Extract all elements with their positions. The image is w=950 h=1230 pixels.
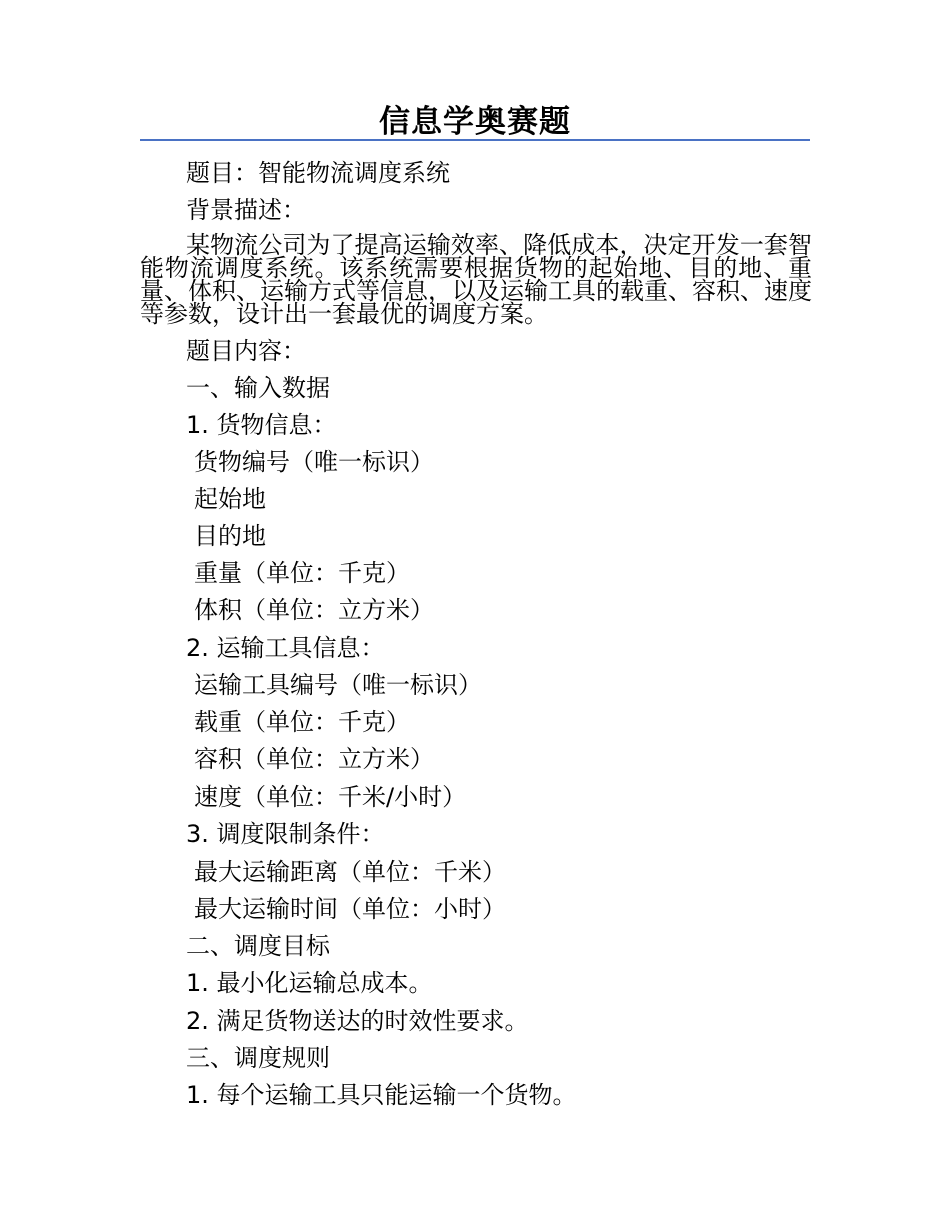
limits-heading: 3. 调度限制条件：	[186, 820, 385, 848]
limits-item: 最大运输时间（单位：小时）	[194, 895, 506, 923]
limits-item: 最大运输距离（单位：千米）	[194, 858, 506, 886]
section-3-heading: 三、调度规则	[186, 1044, 330, 1072]
rule-item: 1. 每个运输工具只能运输一个货物。	[186, 1081, 577, 1109]
topic-line: 题目：智能物流调度系统	[186, 159, 450, 187]
section-1-heading: 一、输入数据	[186, 374, 330, 402]
title-underline	[140, 139, 810, 141]
goods-item: 重量（单位：千克）	[194, 559, 410, 587]
goods-item: 货物编号（唯一标识）	[194, 448, 434, 476]
document-title: 信息学奥赛题	[379, 104, 571, 140]
vehicles-item: 运输工具编号（唯一标识）	[194, 671, 482, 699]
vehicles-heading: 2. 运输工具信息：	[186, 634, 385, 662]
background-heading: 背景描述：	[186, 196, 306, 224]
goal-item: 2. 满足货物送达的时效性要求。	[186, 1007, 529, 1035]
background-paragraph: 某物流公司为了提高运输效率、降低成本，决定开发一套智能物流调度系统。该系统需要根据货物的起始地、目的地、重量、体积、运输方式等信息，以及运输工具的载重、容积、速度等参数，设计出一套最优的调度方案。	[140, 231, 812, 328]
vehicles-item: 载重（单位：千克）	[194, 708, 410, 736]
vehicles-item: 容积（单位：立方米）	[194, 745, 434, 773]
goods-item: 起始地	[194, 485, 266, 513]
goods-item: 目的地	[194, 522, 266, 550]
goal-item: 1. 最小化运输总成本。	[186, 969, 433, 997]
goods-item: 体积（单位：立方米）	[194, 596, 434, 624]
section-2-heading: 二、调度目标	[186, 932, 330, 960]
content-heading: 题目内容：	[186, 337, 306, 365]
goods-heading: 1. 货物信息：	[186, 411, 337, 439]
vehicles-item: 速度（单位：千米/小时）	[194, 783, 467, 811]
